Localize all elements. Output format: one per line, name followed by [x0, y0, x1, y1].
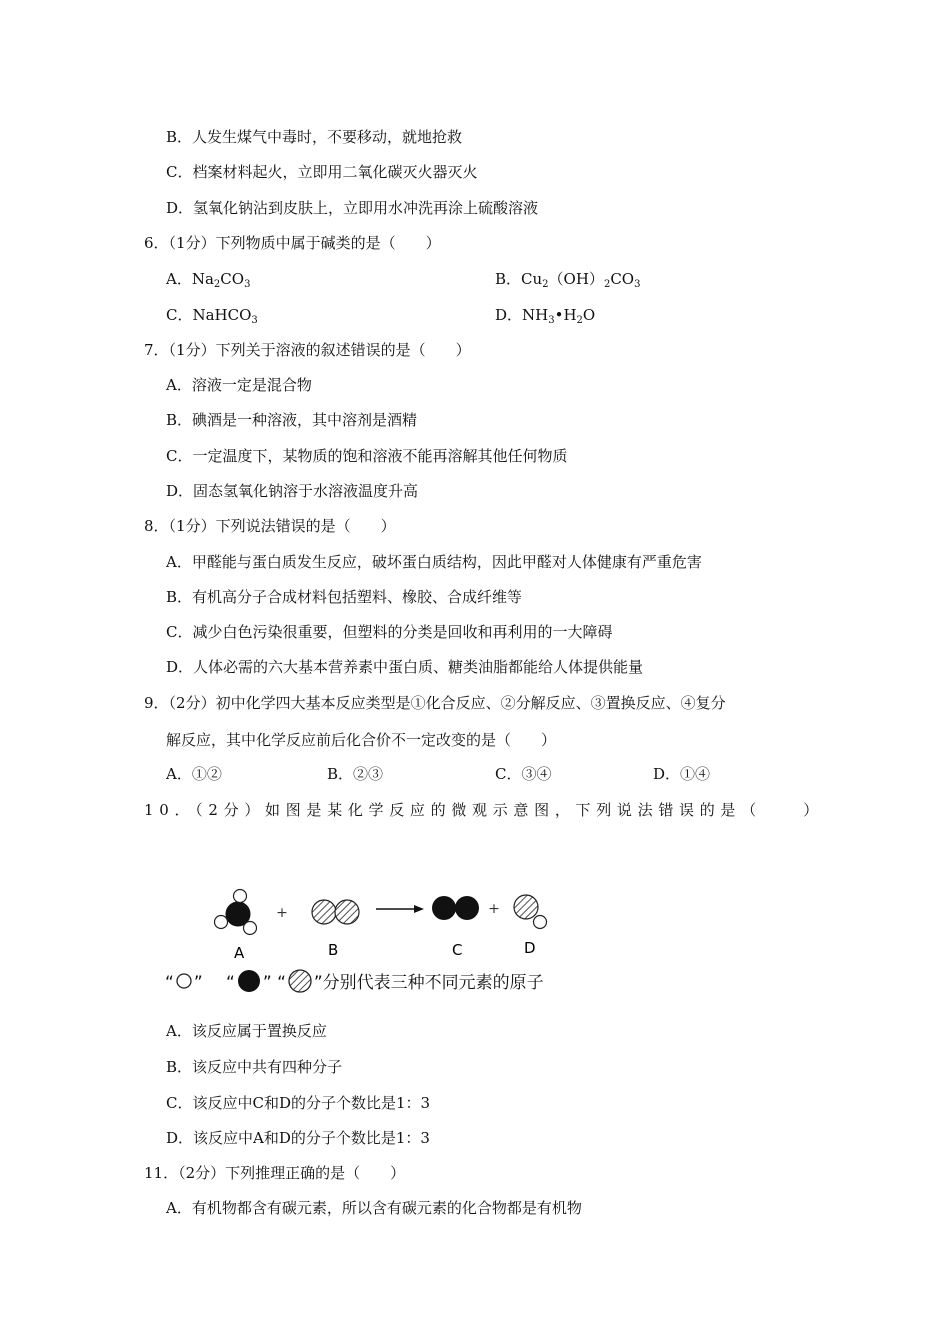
q7-option-d: D．固态氢氧化钠溶于水溶液温度升高: [166, 482, 419, 500]
q6-option-b: B．$Cu_2(OH)_2CO_3$: [495, 270, 641, 290]
plus-sign-2: +: [488, 901, 500, 917]
label-a: A: [234, 944, 245, 962]
q8-option-b: B．有机高分子合成材料包括塑料、橡胶、合成纤维等: [166, 588, 523, 606]
black-atom-icon: [235, 968, 263, 994]
reaction-arrow-icon: [376, 905, 424, 913]
q5-option-b: B．人发生煤气中毒时，不要移动，就地抢救: [166, 128, 463, 146]
white-atom-icon: [234, 890, 247, 903]
label-d: D: [524, 939, 536, 957]
q10-option-c: C．该反应中C和D的分子个数比是1：3: [166, 1094, 431, 1112]
molecule-b: [312, 900, 359, 924]
q5-option-d: D．氢氧化钠沾到皮肤上，立即用水冲洗再涂上硫酸溶液: [166, 199, 539, 217]
plus-sign-1: +: [276, 905, 288, 921]
q9-option-b: B．②③: [327, 765, 384, 783]
q6-option-c: C．NaHCO$_3$: [166, 306, 258, 326]
q10-option-d: D．该反应中A和D的分子个数比是1：3: [166, 1129, 430, 1147]
black-atom-icon: [432, 896, 456, 920]
q7-option-a: A．溶液一定是混合物: [166, 376, 312, 394]
molecule-d: [514, 895, 547, 929]
q10-option-a: A．该反应属于置换反应: [166, 1022, 327, 1040]
q8-option-d: D．人体必需的六大基本营养素中蛋白质、糖类油脂都能给人体提供能量: [166, 658, 644, 676]
q6-option-d: D．$NH_3•H_2O$: [495, 306, 596, 326]
q8-option-c: C．减少白色污染很重要，但塑料的分类是回收和再利用的一大障碍: [166, 623, 613, 641]
label-b: B: [328, 941, 339, 959]
q10-option-b: B．该反应中共有四种分子: [166, 1058, 343, 1076]
q9-option-d: D．①④: [653, 765, 711, 783]
white-atom-icon: [174, 971, 194, 991]
q7-option-b: B．碘酒是一种溶液，其中溶剂是酒精: [166, 411, 418, 429]
hatched-atom-icon: [312, 900, 336, 924]
q9-stem-line2: 解反应，其中化学反应前后化合价不一定改变的是（ ）: [166, 731, 557, 749]
q11-stem: 11．（2分）下列推理正确的是（ ）: [144, 1164, 406, 1182]
q7-stem: 7．（1分）下列关于溶液的叙述错误的是（ ）: [144, 341, 471, 359]
hatched-atom-icon: [335, 900, 359, 924]
label-c: C: [452, 941, 463, 959]
hatched-atom-icon: [514, 895, 538, 919]
q8-option-a: A．甲醛能与蛋白质发生反应，破坏蛋白质结构，因此甲醛对人体健康有严重危害: [166, 553, 702, 571]
diagram-legend: “ ” “ ” “ ”分别代表三种不同元素的原子: [165, 968, 544, 994]
black-atom-icon: [455, 896, 479, 920]
q9-stem-line1: 9．（2分）初中化学四大基本反应类型是①化合反应、②分解反应、③置换反应、④复分: [144, 694, 726, 712]
q6-stem: 6．（1分）下列物质中属于碱类的是（ ）: [144, 234, 441, 252]
q6-option-a: A．$Na_2CO_3$: [166, 270, 251, 290]
molecule-a: [215, 890, 257, 935]
q7-option-c: C．一定温度下，某物质的饱和溶液不能再溶解其他任何物质: [166, 447, 568, 465]
q9-option-c: C．③④: [495, 765, 552, 783]
hatched-atom-icon: [286, 968, 314, 994]
white-atom-icon: [244, 922, 257, 935]
q9-option-a: A．①②: [166, 765, 222, 783]
q10-stem: 10．（2分）如图是某化学反应的微观示意图，下列说法错误的是（ ）: [144, 801, 824, 819]
q8-stem: 8．（1分）下列说法错误的是（ ）: [144, 517, 396, 535]
molecule-c: [432, 896, 479, 920]
q5-option-c: C．档案材料起火，立即用二氧化碳灭火器灭火: [166, 163, 478, 181]
white-atom-icon: [215, 916, 228, 929]
white-atom-icon: [534, 916, 547, 929]
q11-option-a: A．有机物都含有碳元素，所以含有碳元素的化合物都是有机物: [166, 1199, 582, 1217]
